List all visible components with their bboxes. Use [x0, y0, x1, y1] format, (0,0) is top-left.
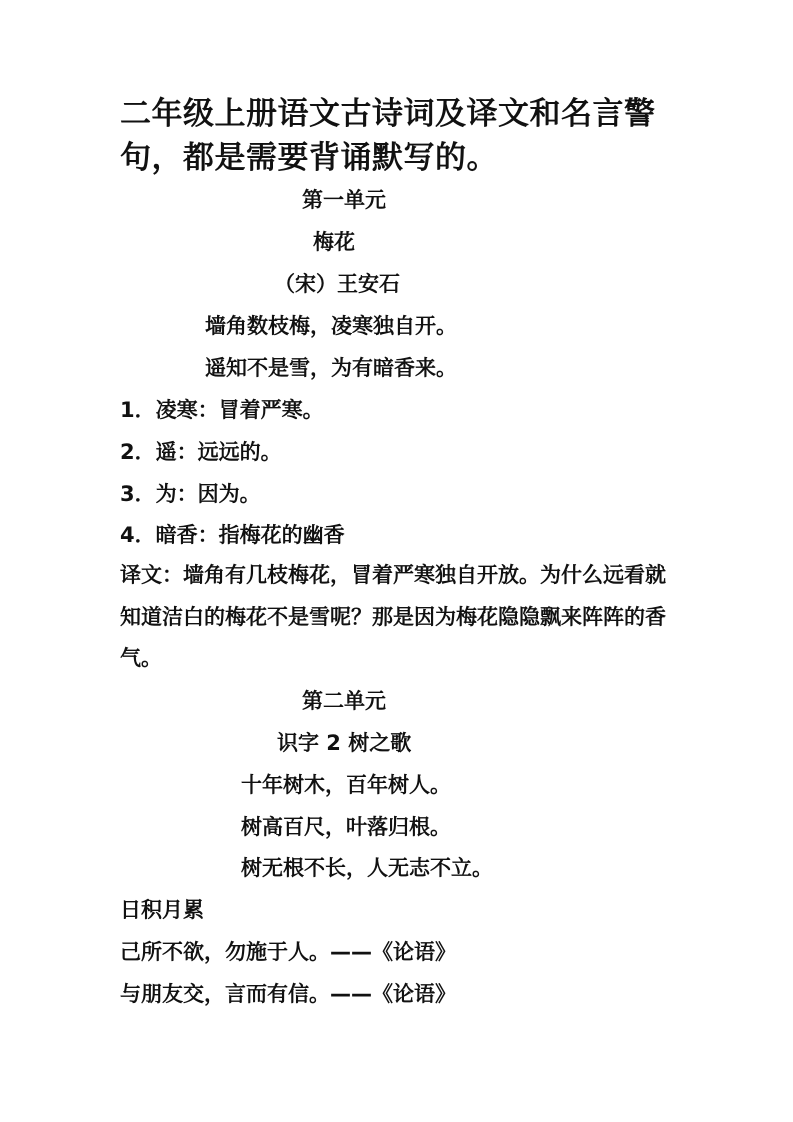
- note-1: 1．凌寒：冒着严寒。: [120, 398, 324, 422]
- poem-line-2: 遥知不是雪，为有暗香来。: [205, 356, 457, 380]
- translation-paragraph: 译文：墙角有几枝梅花，冒着严寒独自开放。为什么远看就知道洁白的梅花不是雪呢？那是因为梅花隐隐飘来阵阵的香气。: [120, 563, 666, 670]
- document-title: 二年级上册语文古诗词及译文和名言警句，都是需要背诵默写的。: [120, 96, 656, 176]
- verse-line-3: 树无根不长，人无志不立。: [241, 856, 493, 880]
- note-3: 3．为：因为。: [120, 482, 261, 506]
- poem-title: 梅花: [313, 230, 355, 254]
- unit1-heading: 第一单元: [302, 188, 386, 212]
- quote-1: 己所不欲，勿施于人。——《论语》: [120, 940, 456, 964]
- unit2-heading: 第二单元: [302, 689, 386, 713]
- quote-2: 与朋友交，言而有信。——《论语》: [120, 982, 456, 1006]
- poem-line-1: 墙角数枝梅，凌寒独自开。: [205, 314, 457, 338]
- poem-author: （宋）王安石: [274, 272, 400, 296]
- section-title: 日积月累: [120, 898, 204, 922]
- note-2: 2．遥：远远的。: [120, 440, 282, 464]
- verse-line-1: 十年树木，百年树人。: [241, 773, 451, 797]
- verse-line-2: 树高百尺，叶落归根。: [241, 815, 451, 839]
- note-4: 4．暗香：指梅花的幽香: [120, 523, 345, 547]
- lesson-title: 识字 2 树之歌: [277, 731, 412, 755]
